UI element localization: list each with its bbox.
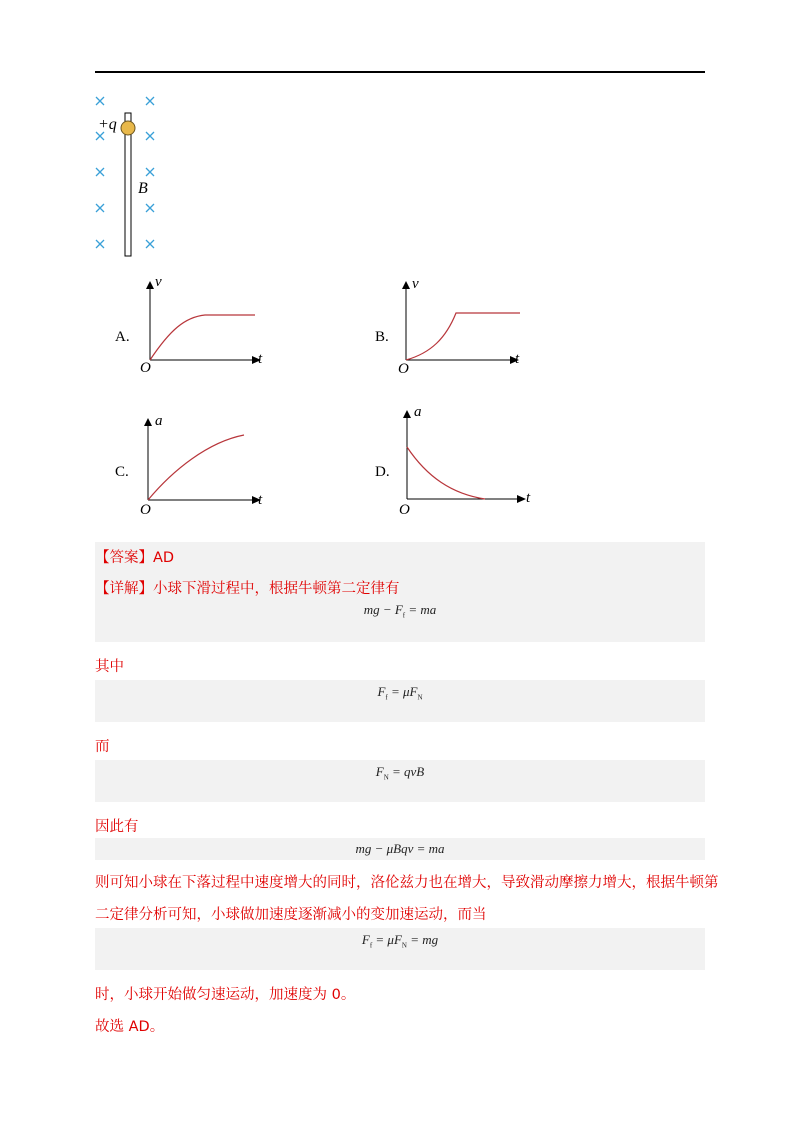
option-a-letter: A. [115, 329, 130, 345]
graph-a-y-label: v [155, 274, 162, 290]
graph-b-x-label: t [515, 351, 520, 367]
text-conclusion: 故选 AD。 [95, 1019, 165, 1035]
graph-b-y-label: v [412, 276, 419, 292]
graph-b-origin: O [398, 361, 409, 377]
field-cross-icon [146, 240, 154, 248]
text-after: 时，小球开始做匀速运动，加速度为 0。 [95, 987, 356, 1003]
equation-box-5 [95, 928, 705, 970]
graph-a-origin: O [140, 360, 151, 376]
equation-1: mg − $F_f$ = ma [363, 602, 437, 620]
equation-box-4 [95, 838, 705, 860]
charged-ball [121, 121, 135, 135]
equation-5: $F_f = \mu F_N$ = mg [361, 932, 439, 950]
field-cross-icon [96, 204, 104, 212]
answer-value: AD [153, 550, 175, 566]
graph-a-x-label: t [258, 351, 263, 367]
graph-d-x-label: t [526, 490, 531, 506]
field-cross-icon [146, 204, 154, 212]
equation-3: $F_N$ = qvB [375, 764, 425, 782]
charge-label: +q [98, 116, 117, 133]
field-cross-icon [146, 97, 154, 105]
graph-c-x-label: t [258, 492, 263, 508]
answer-box [95, 542, 705, 642]
option-d-letter: D. [375, 464, 390, 480]
curve-b [406, 313, 520, 360]
curve-a [150, 315, 255, 360]
field-cross-icon [96, 240, 104, 248]
field-cross-icon [96, 97, 104, 105]
equation-2: $F_f = \mu F_N$ [377, 684, 423, 702]
paragraph-line-2: 二定律分析可知，小球做加速度逐渐减小的变加速运动，而当 [95, 907, 487, 923]
equation-box-2 [95, 680, 705, 722]
option-b-letter: B. [375, 329, 389, 345]
answer-tag: 【答案】 [95, 550, 153, 566]
curve-d [407, 447, 485, 499]
answer-line [95, 546, 174, 567]
explanation-line [95, 577, 400, 598]
paragraph-line-1: 则可知小球在下落过程中速度增大的同时，洛伦兹力也在增大，导致滑动摩擦力增大，根据牛顿第 [95, 875, 719, 891]
equation-4: mg − μBqv = ma [355, 841, 445, 856]
graph-c-origin: O [140, 502, 151, 518]
graph-d-origin: O [399, 502, 410, 518]
text-yinci: 因此有 [95, 819, 139, 835]
header-rule [95, 71, 705, 73]
field-cross-icon [96, 168, 104, 176]
field-cross-icon [146, 132, 154, 140]
setup-figure [85, 88, 175, 263]
explanation-tag: 【详解】 [95, 581, 153, 597]
field-cross-icon [146, 168, 154, 176]
text-er: 而 [95, 739, 110, 755]
equation-box-3 [95, 760, 705, 802]
graph-c-y-label: a [155, 413, 163, 429]
explanation-intro: 小球下滑过程中，根据牛顿第二定律有 [153, 581, 400, 597]
field-label: B [138, 180, 148, 197]
curve-c [148, 435, 244, 500]
graph-d-y-label: a [414, 404, 422, 420]
text-qizhong: 其中 [95, 659, 124, 675]
option-c-letter: C. [115, 464, 129, 480]
